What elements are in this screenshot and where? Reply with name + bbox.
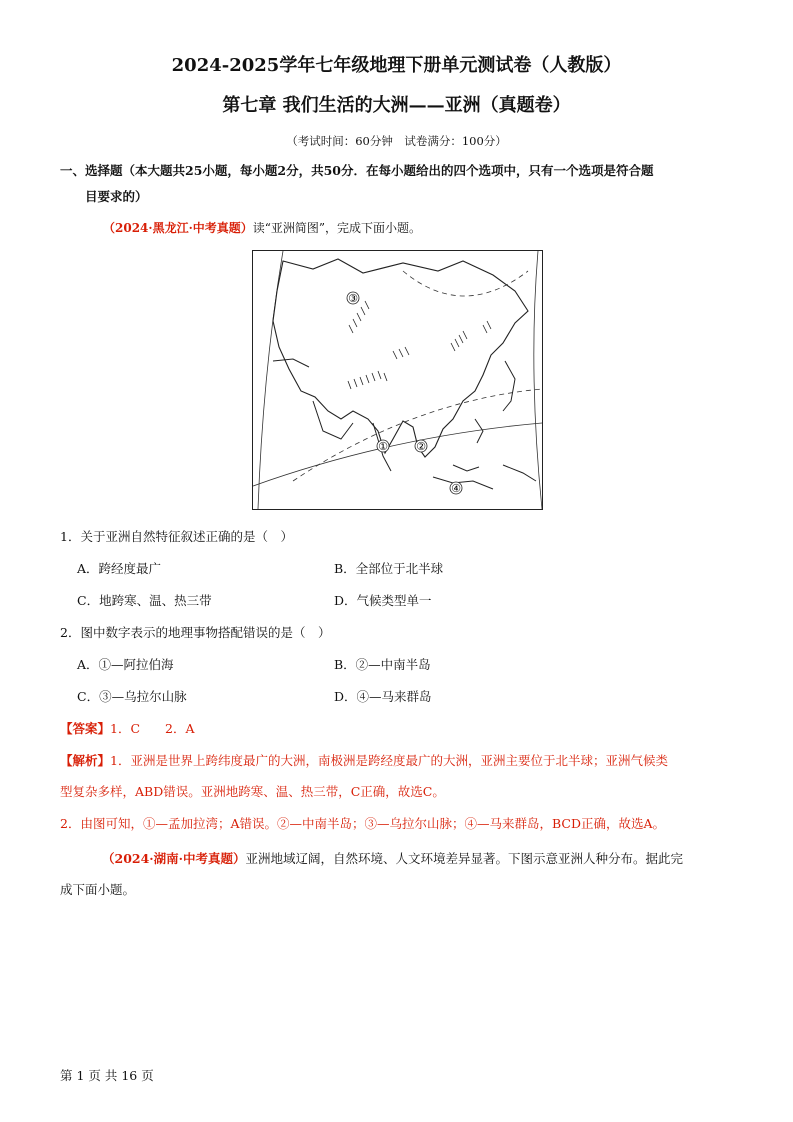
analysis-line1 <box>60 751 750 769</box>
map-tropic-line <box>293 389 542 481</box>
group1-source: （2024·黑龙江·中考真题） <box>103 221 253 235</box>
group2-intro <box>60 843 740 905</box>
map-caspian <box>273 359 309 367</box>
group2-intro-line1 <box>60 843 740 874</box>
map-borneo <box>453 465 479 471</box>
group2-source: （2024·湖南·中考真题） <box>102 851 246 866</box>
q1-option-a: A．跨经度最广 <box>77 561 162 576</box>
map-latitude-line <box>253 423 542 486</box>
exam-info: （考试时间：60分钟 试卷满分：100分） <box>286 134 507 148</box>
q2-option-a: A．①—阿拉伯海 <box>77 657 174 672</box>
q1-stem: 1．关于亚洲自然特征叙述正确的是（ ） <box>60 529 293 544</box>
q2-stem: 2．图中数字表示的地理事物搭配错误的是（ ） <box>60 625 331 640</box>
analysis-label: 【解析】 <box>60 753 111 768</box>
q2-option-c: C．③—乌拉尔山脉 <box>77 689 187 704</box>
page-number: 第 1 页 共 16 页 <box>60 1068 154 1083</box>
marker-2: ② <box>416 440 426 453</box>
group2-intro-text1: 亚洲地域辽阔，自然环境、人文环境差异显著。下图示意亚洲人种分布。据此完 <box>245 851 684 866</box>
answer-label: 【答案】 <box>60 721 111 736</box>
map-himalaya-mountains <box>348 371 387 389</box>
marker-4: ④ <box>451 482 461 495</box>
map-meridian-west <box>258 251 283 509</box>
q1-option-b: B．全部位于北半球 <box>334 561 444 576</box>
q1-option-d: D．气候类型单一 <box>334 593 432 608</box>
section-heading <box>60 158 760 210</box>
section-heading-line1: 一、选择题（本大题共25小题，每小题2分，共50分．在每小题给出的四个选项中，只有一个选项是符合题 <box>60 163 654 178</box>
map-arabia-india <box>313 401 353 439</box>
map-meridian-east <box>534 251 542 509</box>
asia-map-figure <box>253 251 542 509</box>
chapter-subtitle: 第七章 我们生活的大洲——亚洲（真题卷） <box>222 95 571 116</box>
group2-intro-line2: 成下面小题。 <box>60 882 136 897</box>
map-arctic-circle <box>403 271 528 296</box>
group1-intro-text: 读“亚洲简图”，完成下面小题。 <box>252 221 422 235</box>
asia-map <box>252 250 543 510</box>
asia-coastline <box>273 259 528 457</box>
marker-3: ③ <box>348 292 358 305</box>
q1-option-c: C．地跨寒、温、热三带 <box>77 593 212 608</box>
map-japan <box>503 361 515 411</box>
exam-title: 2024-2025学年七年级地理下册单元测试卷（人教版） <box>171 55 622 76</box>
analysis-line3: 2．由图可知，①—孟加拉湾；A错误。②—中南半岛；③—乌拉尔山脉；④—马来群岛，BCD正确，故选A。 <box>60 816 666 831</box>
map-new-guinea <box>503 465 536 481</box>
answer-text: 1．C 2．A <box>110 721 195 736</box>
analysis-line2: 型复杂多样，ABD错误。亚洲地跨寒、温、热三带，C正确，故选C。 <box>60 784 445 799</box>
group1-intro <box>103 219 421 236</box>
map-indonesia <box>433 477 493 489</box>
map-central-mountains <box>393 347 409 359</box>
analysis-text-1: 1．亚洲是世界上跨纬度最广的大洲，南极洲是跨经度最广的大洲，亚洲主要位于北半球；亚洲气候类 <box>110 753 668 768</box>
section-heading-line2: 目要求的） <box>85 189 148 204</box>
map-east-mountains <box>451 331 467 351</box>
q2-option-b: B．②—中南半岛 <box>334 657 431 672</box>
marker-1: ① <box>378 440 388 453</box>
map-ne-mountains <box>483 321 491 333</box>
q2-option-d: D．④—马来群岛 <box>334 689 432 704</box>
map-ural-mountains <box>349 301 369 333</box>
answer-line <box>60 719 195 737</box>
